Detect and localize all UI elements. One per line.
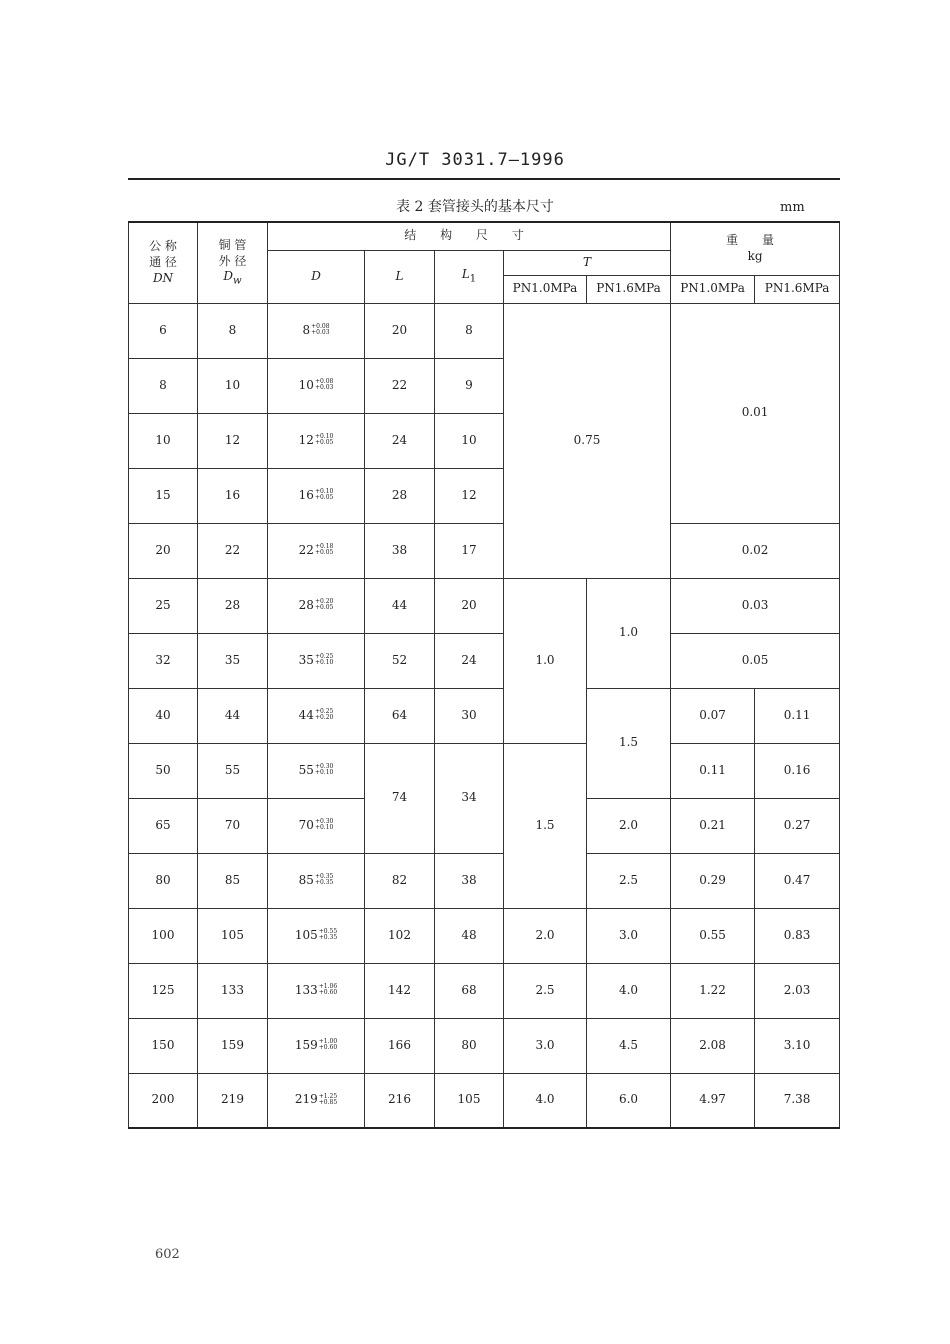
tol-lower: +0.10 <box>314 659 334 667</box>
dimension-table <box>128 221 840 1129</box>
tol-upper: +0.20 <box>314 598 334 606</box>
table-row <box>129 853 840 908</box>
t-pn16-cell: 2.0 <box>587 798 671 853</box>
col-header-d: D <box>268 250 365 303</box>
table-row <box>129 578 840 633</box>
l1-cell: 10 <box>435 413 504 468</box>
t-pn16-cell: 4.0 <box>587 963 671 1018</box>
col-header-t: T <box>504 250 671 275</box>
d-cell <box>268 468 365 523</box>
dn-cell: 25 <box>129 578 198 633</box>
d-value: 12 <box>298 432 314 447</box>
table-row <box>129 1073 840 1128</box>
tol-upper: +0.30 <box>314 818 334 826</box>
dn-cell: 150 <box>129 1018 198 1073</box>
d-value: 55 <box>298 762 314 777</box>
tol-lower: +0.03 <box>314 384 334 392</box>
d-cell <box>268 523 365 578</box>
t-pn10-cell-merged: 1.5 <box>504 743 587 908</box>
dn-cell: 40 <box>129 688 198 743</box>
d-value: 105 <box>294 927 318 942</box>
t-pn16-cell-merged: 1.5 <box>587 688 671 798</box>
l1-cell-merged: 34 <box>435 743 504 853</box>
w-pn10-cell: 1.22 <box>671 963 755 1018</box>
l1-cell: 12 <box>435 468 504 523</box>
tol-lower: +0.20 <box>314 714 334 722</box>
tol-lower: +0.60 <box>318 1044 338 1052</box>
w-pn16-cell: 0.16 <box>755 743 840 798</box>
w-pn10-cell: 0.21 <box>671 798 755 853</box>
col-header-l1-main: L <box>461 267 470 282</box>
dn-cell: 15 <box>129 468 198 523</box>
d-value: 10 <box>298 377 314 392</box>
t-cell-merged: 0.75 <box>504 303 671 578</box>
table-row <box>129 743 840 798</box>
weight-cell-merged: 0.05 <box>671 633 840 688</box>
tol-lower: +0.05 <box>314 549 334 557</box>
d-tolerance <box>315 874 333 886</box>
t-pn16-cell: 3.0 <box>587 908 671 963</box>
l1-cell: 8 <box>435 303 504 358</box>
col-header-dw-sub: w <box>233 275 242 287</box>
d-value: 16 <box>298 487 314 502</box>
d-tolerance <box>315 819 333 831</box>
dn-cell: 6 <box>129 303 198 358</box>
tol-upper: +0.35 <box>314 873 334 881</box>
table-row <box>129 523 840 578</box>
d-cell <box>268 1073 365 1128</box>
dw-cell: 44 <box>198 688 268 743</box>
dw-cell: 22 <box>198 523 268 578</box>
col-header-dn-line3: DN <box>152 270 174 285</box>
dn-cell: 10 <box>129 413 198 468</box>
d-value: 35 <box>298 652 314 667</box>
dw-cell: 12 <box>198 413 268 468</box>
d-cell <box>268 853 365 908</box>
table-row <box>129 908 840 963</box>
d-tolerance <box>315 599 333 611</box>
l-cell: 64 <box>365 688 435 743</box>
col-header-dw-line3: D <box>223 269 234 284</box>
l-cell: 28 <box>365 468 435 523</box>
d-tolerance <box>319 984 337 996</box>
col-header-struct: 结 构 尺 寸 <box>268 222 671 250</box>
l1-cell: 24 <box>435 633 504 688</box>
t-pn10-cell: 2.5 <box>504 963 587 1018</box>
col-header-l: L <box>365 250 435 303</box>
dw-cell: 28 <box>198 578 268 633</box>
col-header-w-pn16: PN1.6MPa <box>755 275 840 303</box>
col-header-w-pn10: PN1.0MPa <box>671 275 755 303</box>
d-tolerance <box>319 1094 337 1106</box>
dw-cell: 70 <box>198 798 268 853</box>
t-pn10-cell: 3.0 <box>504 1018 587 1073</box>
d-value: 22 <box>298 542 314 557</box>
d-value: 44 <box>298 707 314 722</box>
w-pn10-cell: 2.08 <box>671 1018 755 1073</box>
dw-cell: 10 <box>198 358 268 413</box>
tol-upper: +1.00 <box>318 1038 338 1046</box>
d-tolerance <box>319 929 337 941</box>
tol-upper: +1.06 <box>318 983 338 991</box>
dn-cell: 65 <box>129 798 198 853</box>
col-header-weight-line1: 重 量 <box>726 233 784 248</box>
dw-cell: 35 <box>198 633 268 688</box>
tol-lower: +0.35 <box>314 879 334 887</box>
header-rule <box>128 178 840 180</box>
tol-upper: +0.30 <box>314 763 334 771</box>
d-cell <box>268 743 365 798</box>
weight-cell-merged: 0.02 <box>671 523 840 578</box>
tol-upper: +0.10 <box>314 488 334 496</box>
d-cell <box>268 963 365 1018</box>
col-header-t-pn10: PN1.0MPa <box>504 275 587 303</box>
d-value: 70 <box>298 817 314 832</box>
col-header-dn-line2: 通 径 <box>149 254 177 269</box>
table-row <box>129 1018 840 1073</box>
w-pn16-cell: 7.38 <box>755 1073 840 1128</box>
d-tolerance <box>315 544 333 556</box>
w-pn16-cell: 2.03 <box>755 963 840 1018</box>
l-cell: 20 <box>365 303 435 358</box>
col-header-dn <box>129 222 198 303</box>
col-header-l1 <box>435 250 504 303</box>
l1-cell: 68 <box>435 963 504 1018</box>
l-cell: 216 <box>365 1073 435 1128</box>
col-header-dn-line1: 公 称 <box>149 239 177 254</box>
l-cell: 52 <box>365 633 435 688</box>
dw-cell: 219 <box>198 1073 268 1128</box>
tol-upper: +0.08 <box>311 323 330 331</box>
l1-cell: 17 <box>435 523 504 578</box>
tol-lower: +0.05 <box>314 439 334 447</box>
t-pn16-cell-merged: 1.0 <box>587 578 671 688</box>
tol-lower: +0.85 <box>318 1098 338 1106</box>
tol-upper: +0.08 <box>314 378 334 386</box>
l1-cell: 48 <box>435 908 504 963</box>
tol-lower: +0.05 <box>314 494 334 502</box>
tol-upper: +0.25 <box>314 708 334 716</box>
t-pn16-cell: 2.5 <box>587 853 671 908</box>
w-pn16-cell: 3.10 <box>755 1018 840 1073</box>
dn-cell: 8 <box>129 358 198 413</box>
l-cell: 142 <box>365 963 435 1018</box>
dn-cell: 20 <box>129 523 198 578</box>
l-cell: 102 <box>365 908 435 963</box>
l1-cell: 80 <box>435 1018 504 1073</box>
tol-lower: +0.60 <box>318 989 338 997</box>
table-row <box>129 633 840 688</box>
l1-cell: 38 <box>435 853 504 908</box>
d-tolerance <box>315 379 333 391</box>
table-row <box>129 303 840 358</box>
page-number: 602 <box>155 1247 180 1262</box>
d-tolerance <box>315 764 333 776</box>
tol-upper: +0.10 <box>314 433 334 441</box>
d-tolerance <box>315 654 333 666</box>
dw-cell: 133 <box>198 963 268 1018</box>
dn-cell: 80 <box>129 853 198 908</box>
d-value: 159 <box>294 1037 318 1052</box>
w-pn16-cell: 0.47 <box>755 853 840 908</box>
tol-upper: +0.18 <box>314 543 334 551</box>
w-pn10-cell: 0.07 <box>671 688 755 743</box>
unit-label: mm <box>780 200 805 215</box>
w-pn10-cell: 0.11 <box>671 743 755 798</box>
tol-upper: +0.55 <box>318 928 338 936</box>
w-pn10-cell: 4.97 <box>671 1073 755 1128</box>
l-cell: 24 <box>365 413 435 468</box>
tol-lower: +0.10 <box>314 769 334 777</box>
col-header-dw-line1: 铜 管 <box>218 237 247 252</box>
tol-lower: +0.10 <box>314 824 334 832</box>
l1-cell: 9 <box>435 358 504 413</box>
t-pn10-cell: 2.0 <box>504 908 587 963</box>
l-cell: 44 <box>365 578 435 633</box>
dn-cell: 100 <box>129 908 198 963</box>
d-value: 133 <box>294 982 318 997</box>
standard-header: JG/T 3031.7—1996 <box>385 150 565 170</box>
l-cell: 22 <box>365 358 435 413</box>
w-pn16-cell: 0.83 <box>755 908 840 963</box>
d-value: 8 <box>302 322 311 337</box>
dn-cell: 50 <box>129 743 198 798</box>
t-pn16-cell: 4.5 <box>587 1018 671 1073</box>
l-cell: 82 <box>365 853 435 908</box>
d-tolerance <box>315 709 333 721</box>
d-value: 28 <box>298 597 314 612</box>
d-cell <box>268 303 365 358</box>
weight-cell-merged: 0.01 <box>671 303 840 523</box>
d-cell <box>268 578 365 633</box>
table-row <box>129 688 840 743</box>
l-cell: 166 <box>365 1018 435 1073</box>
d-tolerance <box>319 1039 337 1051</box>
tol-lower: +0.05 <box>314 604 334 612</box>
d-tolerance <box>311 324 329 336</box>
l-cell: 38 <box>365 523 435 578</box>
t-pn10-cell: 4.0 <box>504 1073 587 1128</box>
dw-cell: 55 <box>198 743 268 798</box>
dn-cell: 32 <box>129 633 198 688</box>
tol-lower: +0.03 <box>311 329 330 337</box>
dw-cell: 159 <box>198 1018 268 1073</box>
d-tolerance <box>315 434 333 446</box>
col-header-weight-line2: kg <box>747 248 763 263</box>
dn-cell: 125 <box>129 963 198 1018</box>
tol-lower: +0.35 <box>318 934 338 942</box>
l1-cell: 30 <box>435 688 504 743</box>
dw-cell: 8 <box>198 303 268 358</box>
dw-cell: 105 <box>198 908 268 963</box>
d-value: 219 <box>294 1092 318 1107</box>
table-caption: 表 2 套管接头的基本尺寸 <box>396 199 554 215</box>
t-pn10-cell-merged: 1.0 <box>504 578 587 743</box>
d-cell <box>268 633 365 688</box>
dw-cell: 85 <box>198 853 268 908</box>
l1-cell: 20 <box>435 578 504 633</box>
t-pn16-cell: 6.0 <box>587 1073 671 1128</box>
l1-cell: 105 <box>435 1073 504 1128</box>
table-row <box>129 963 840 1018</box>
d-cell <box>268 358 365 413</box>
d-tolerance <box>315 489 333 501</box>
d-cell <box>268 1018 365 1073</box>
tol-upper: +0.25 <box>314 653 334 661</box>
d-cell <box>268 798 365 853</box>
col-header-dw <box>198 222 268 303</box>
l-cell-merged: 74 <box>365 743 435 853</box>
d-cell <box>268 688 365 743</box>
w-pn10-cell: 0.29 <box>671 853 755 908</box>
dw-cell: 16 <box>198 468 268 523</box>
d-cell <box>268 908 365 963</box>
d-value: 85 <box>298 872 314 887</box>
d-cell <box>268 413 365 468</box>
w-pn16-cell: 0.11 <box>755 688 840 743</box>
dn-cell: 200 <box>129 1073 198 1128</box>
weight-cell-merged: 0.03 <box>671 578 840 633</box>
col-header-t-pn16: PN1.6MPa <box>587 275 671 303</box>
tol-upper: +1.25 <box>318 1092 338 1100</box>
w-pn16-cell: 0.27 <box>755 798 840 853</box>
col-header-dw-line2: 外 径 <box>218 253 247 268</box>
col-header-weight <box>671 222 840 275</box>
w-pn10-cell: 0.55 <box>671 908 755 963</box>
col-header-l1-sub: 1 <box>469 273 477 285</box>
